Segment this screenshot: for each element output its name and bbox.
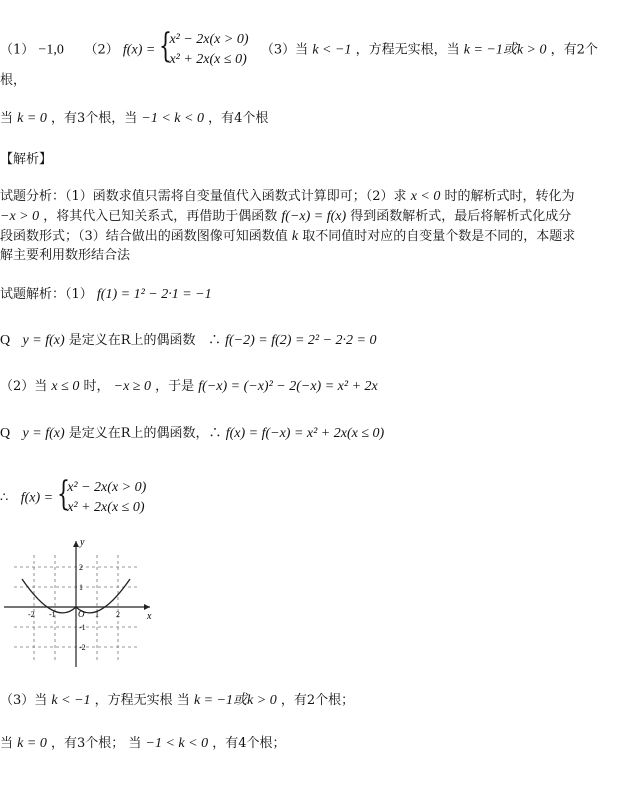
x-tick-2: 2: [116, 610, 120, 619]
function-graph: [0, 535, 170, 670]
final-line-2: [0, 735, 286, 753]
solution-s4-a: 是定义在R上的偶函数，∴: [68, 426, 222, 441]
line2-a: 当: [0, 111, 14, 126]
part1-value: −1,0: [38, 42, 64, 58]
analysis-l3-a: 段函数形式；（3）结合做出的函数图像可知函数值: [0, 229, 288, 244]
x-axis-label: x: [147, 611, 152, 622]
piecewise-function: [159, 26, 249, 70]
solution-line-3: [0, 378, 378, 396]
solution-line-2: [0, 332, 377, 350]
x-tick-neg1: -1: [49, 610, 56, 619]
solution-s2-a: 是定义在R上的偶函数: [68, 333, 196, 348]
analysis-l2-cond: −x > 0: [0, 209, 40, 224]
x-tick-neg2: -2: [28, 610, 35, 619]
final-f2-c: ，有4个根；: [212, 736, 286, 751]
therefore-icon: ∴: [207, 333, 221, 348]
y-tick-1: 1: [79, 583, 83, 592]
part3-text-c: ，有2个: [550, 42, 598, 58]
part3-cond1: k < −1: [312, 42, 352, 58]
analysis-l2-eq: f(−x) = f(x): [281, 209, 347, 224]
line2-cond1: k = 0: [17, 111, 47, 126]
final-f2-cond2: −1 < k < 0: [145, 736, 209, 751]
final-f2-cond1: k = 0: [17, 736, 47, 751]
analysis-l3-b: 取不同值时对应的自变量个数是不同的，本题求: [302, 229, 576, 244]
analysis-l2-a: ，将其代入已知关系式，再借助于偶函数: [43, 209, 278, 224]
piece-top: x² − 2x(x > 0): [169, 32, 249, 47]
solution-line-1: [0, 286, 212, 304]
final-f1-cond2: k = −1或k > 0: [193, 693, 277, 708]
solution-s2-fx: y = f(x): [22, 333, 65, 348]
analysis-line-1: [0, 188, 575, 206]
answer-line-2: [0, 110, 268, 128]
final-f2-b: ，有3个根； 当: [50, 736, 142, 751]
line2-c: ，有4个根: [208, 111, 269, 126]
part3-cond2: k = −1或k > 0: [463, 42, 547, 58]
analysis-l1-b: 时的解析式时，转化为: [444, 189, 575, 204]
piece-bottom: x² + 2x(x ≤ 0): [169, 52, 247, 67]
final-f1-c: ，有2个根；: [280, 693, 355, 708]
analysis-l3-k: k: [291, 229, 299, 244]
piece2-bottom: x² + 2x(x ≤ 0): [67, 500, 145, 515]
y-tick-neg1: -1: [79, 623, 86, 632]
solution-s3-a: （2）当: [0, 379, 48, 394]
x-arrow-icon: [144, 604, 150, 610]
final-line-1: [0, 692, 354, 710]
final-f1-b: ，方程无实根 当: [94, 693, 190, 708]
origin-label: O: [78, 609, 85, 619]
analysis-l1-cond: x < 0: [410, 189, 441, 204]
part3-text-a: （3）当: [260, 42, 309, 58]
piece2-top: x² − 2x(x > 0): [67, 480, 147, 495]
solution-s3-b: 时，: [83, 379, 110, 394]
final-f1-cond1: k < −1: [51, 693, 91, 708]
solution-s5-fx: f(x) =: [20, 490, 54, 506]
root-cont-text: 根，: [0, 73, 27, 88]
answer-line-1: [0, 26, 598, 70]
analysis-l1-a: 试题分析：（1）函数求值只需将自变量值代入函数式计算即可；（2）求: [0, 189, 407, 204]
solution-s4-fx: y = f(x): [22, 426, 65, 441]
y-axis-label: y: [80, 537, 85, 548]
analysis-header: 【解析】: [0, 152, 53, 167]
part2-fx: f(x) =: [122, 42, 156, 58]
part2-label: （2）: [84, 42, 119, 58]
solution-s4-eq: f(x) = f(−x) = x² + 2x(x ≤ 0): [225, 426, 385, 441]
solution-s2-eq: f(−2) = f(2) = 2² − 2·2 = 0: [225, 333, 377, 348]
because-symbol-2: Q: [0, 426, 11, 441]
analysis-l2-b: 得到函数解析式，最后将解析式化成分: [350, 209, 572, 224]
part1-label: （1）: [0, 42, 35, 58]
x-tick-1: 1: [95, 610, 99, 619]
answer-root-continuation: [0, 72, 26, 90]
because-symbol: Q: [0, 333, 11, 348]
solution-s3-cond: x ≤ 0: [51, 379, 80, 394]
solution-s1-a: 试题解析：（1）: [0, 287, 93, 302]
solution-s3-cond2: −x ≥ 0: [113, 379, 151, 394]
part3-text-b: ，方程无实根，当: [355, 42, 460, 58]
therefore-icon-2: ∴: [0, 490, 9, 506]
brace-icon: {: [159, 26, 173, 66]
analysis-line-4: 解主要利用数形结合法: [0, 248, 131, 263]
solution-line-4: [0, 425, 384, 443]
final-f1-a: （3）当: [0, 693, 48, 708]
y-arrow-icon: [73, 541, 79, 547]
analysis-line-2: [0, 208, 571, 226]
brace-icon-2: {: [57, 474, 71, 514]
solution-line-5: [0, 474, 147, 518]
y-tick-neg2: -2: [79, 643, 86, 652]
solution-s3-c: ，于是: [155, 379, 195, 394]
line2-b: ，有3个根，当: [50, 111, 138, 126]
y-tick-2: 2: [79, 563, 83, 572]
final-f2-a: 当: [0, 736, 14, 751]
analysis-line-3: [0, 228, 575, 246]
line2-cond2: −1 < k < 0: [141, 111, 204, 126]
solution-s3-eq: f(−x) = (−x)² − 2(−x) = x² + 2x: [198, 379, 378, 394]
solution-s1-eq: f(1) = 1² − 2·1 = −1: [96, 287, 212, 302]
piecewise-function-2: [57, 474, 147, 518]
